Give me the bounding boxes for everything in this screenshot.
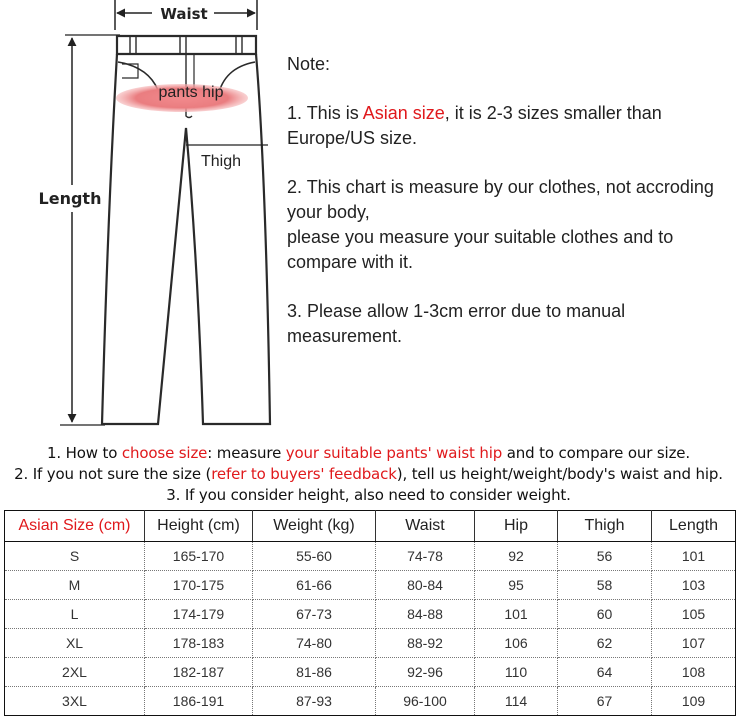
note-item-3: 3. Please allow 1-3cm error due to manual measurement. [287,301,626,346]
note-item-2a: 2. This chart is measure by our clothes, not accroding your body, [287,177,714,222]
table-row [5,658,736,687]
cell-hip: 101 [475,600,558,629]
table-row [5,687,736,716]
header-hip: Hip [475,511,558,542]
size-chart-table [4,510,736,716]
cell-waist: 88-92 [376,629,475,658]
cell-waist: 80-84 [376,571,475,600]
choose-size-highlight: choose size [121,444,208,462]
feedback-highlight: refer to buyers' feedback [211,465,397,483]
thigh-label: Thigh [200,153,242,170]
cell-height: 174-179 [145,600,253,629]
cell-height: 170-175 [145,571,253,600]
cell-hip: 110 [475,658,558,687]
cell-length: 101 [652,542,736,571]
cell-size: M [5,571,145,600]
cell-length: 109 [652,687,736,716]
measure-highlight: your suitable pants' waist hip [285,444,503,462]
cell-length: 103 [652,571,736,600]
cell-waist: 92-96 [376,658,475,687]
cell-size: 2XL [5,658,145,687]
cell-thigh: 64 [558,658,652,687]
cell-size: L [5,600,145,629]
cell-thigh: 60 [558,600,652,629]
cell-waist: 96-100 [376,687,475,716]
cell-size: 3XL [5,687,145,716]
cell-weight: 81-86 [253,658,376,687]
cell-thigh: 67 [558,687,652,716]
header-weight: Weight (kg) [253,511,376,542]
cell-weight: 55-60 [253,542,376,571]
table-header-row [5,511,736,542]
cell-height: 182-187 [145,658,253,687]
cell-weight: 74-80 [253,629,376,658]
cell-thigh: 56 [558,542,652,571]
pants-hip-label: pants hip [158,84,224,101]
asian-size-highlight: Asian size [362,103,445,123]
table-row [5,542,736,571]
cell-thigh: 62 [558,629,652,658]
cell-size: S [5,542,145,571]
cell-hip: 95 [475,571,558,600]
header-waist: Waist [376,511,475,542]
cell-waist: 74-78 [376,542,475,571]
header-length: Length [652,511,736,542]
cell-hip: 92 [475,542,558,571]
notes-panel [287,52,727,349]
cell-height: 178-183 [145,629,253,658]
pants-measurement-diagram [0,0,285,440]
cell-waist: 84-88 [376,600,475,629]
cell-height: 186-191 [145,687,253,716]
cell-length: 105 [652,600,736,629]
instruction-line-3: 3. If you consider height, also need to consider weight. [166,486,571,504]
cell-hip: 114 [475,687,558,716]
table-row [5,629,736,658]
instruction-line-2: 2. If you not sure the size (refer to buyers' feedback), tell us height/weight/body's waist and hip. [14,465,723,483]
note-item-1: 1. This is Asian size, it is 2-3 sizes smaller than Europe/US size. [287,103,662,148]
instruction-line-1: 1. How to choose size: measure your suitable pants' waist hip and to compare our size. [46,444,690,462]
header-asian-size: Asian Size (cm) [5,511,145,542]
header-thigh: Thigh [558,511,652,542]
length-label: Length [38,189,102,208]
notes-heading: Note: [287,54,331,74]
waist-label: Waist [160,5,208,23]
table-row [5,571,736,600]
cell-length: 108 [652,658,736,687]
note-item-2b: please you measure your suitable clothes and to compare with it. [287,227,674,272]
thigh-dimension [186,145,268,170]
cell-height: 165-170 [145,542,253,571]
header-height: Height (cm) [145,511,253,542]
cell-length: 107 [652,629,736,658]
cell-weight: 87-93 [253,687,376,716]
cell-size: XL [5,629,145,658]
cell-thigh: 58 [558,571,652,600]
table-row [5,600,736,629]
cell-hip: 106 [475,629,558,658]
waist-dimension [115,0,257,30]
cell-weight: 67-73 [253,600,376,629]
cell-weight: 61-66 [253,571,376,600]
